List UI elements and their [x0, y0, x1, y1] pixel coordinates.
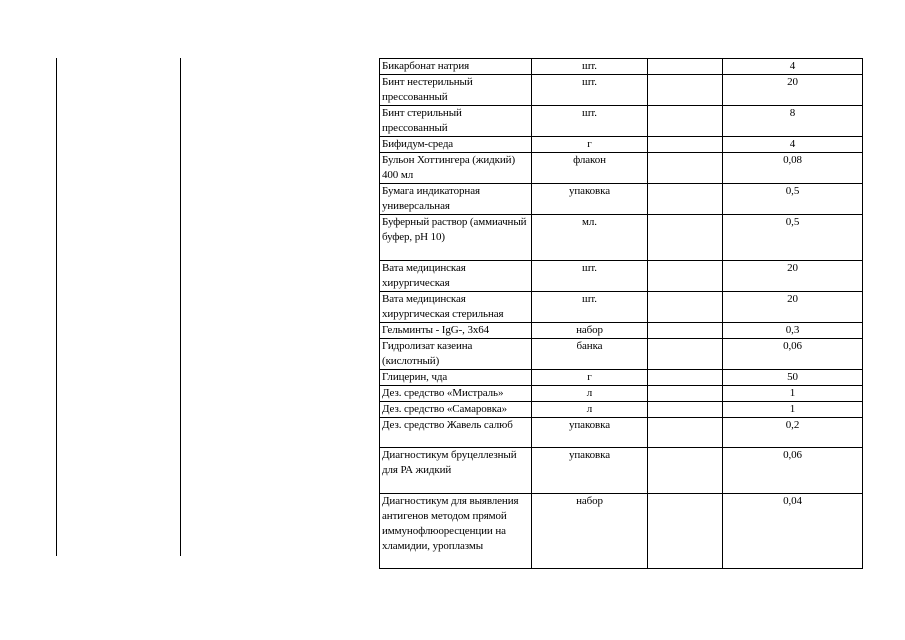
item-name: Диагностикум бруцеллезный для РА жидкий [380, 448, 532, 494]
item-quantity: 0,5 [723, 184, 863, 215]
item-unit: упаковка [532, 184, 648, 215]
table-row [380, 261, 863, 292]
item-quantity: 0,04 [723, 494, 863, 569]
empty-cell [648, 153, 723, 184]
item-unit: набор [532, 323, 648, 339]
table-row [380, 402, 863, 418]
item-unit: шт. [532, 59, 648, 75]
empty-cell [648, 339, 723, 370]
item-quantity: 1 [723, 386, 863, 402]
empty-cell [648, 386, 723, 402]
empty-cell [648, 215, 723, 261]
table-row [380, 386, 863, 402]
item-unit: г [532, 137, 648, 153]
empty-cell [648, 184, 723, 215]
item-quantity: 0,08 [723, 153, 863, 184]
table-row [380, 184, 863, 215]
item-name: Бинт нестерильный прессованный [380, 75, 532, 106]
item-quantity: 8 [723, 106, 863, 137]
item-name: Дез. средство «Самаровка» [380, 402, 532, 418]
table-row [380, 137, 863, 153]
empty-cell [648, 292, 723, 323]
item-unit: банка [532, 339, 648, 370]
table-row [380, 418, 863, 448]
table-row [380, 215, 863, 261]
item-name: Дез. средство Жавель салюб [380, 418, 532, 448]
item-unit: упаковка [532, 418, 648, 448]
table-row [380, 448, 863, 494]
item-unit: упаковка [532, 448, 648, 494]
item-quantity: 20 [723, 75, 863, 106]
item-unit: флакон [532, 153, 648, 184]
empty-cell [648, 106, 723, 137]
item-quantity: 0,06 [723, 339, 863, 370]
table-row [380, 106, 863, 137]
table-row [380, 339, 863, 370]
empty-cell [648, 59, 723, 75]
item-unit: набор [532, 494, 648, 569]
item-name: Вата медицинская хирургическая стерильная [380, 292, 532, 323]
table-row [380, 494, 863, 569]
item-quantity: 4 [723, 137, 863, 153]
item-unit: шт. [532, 106, 648, 137]
empty-cell [648, 261, 723, 292]
table-row [380, 59, 863, 75]
table-row [380, 370, 863, 386]
empty-cell [648, 494, 723, 569]
item-quantity: 20 [723, 261, 863, 292]
item-quantity: 1 [723, 402, 863, 418]
empty-cell [648, 402, 723, 418]
left-column-line [180, 58, 181, 556]
item-name: Дез. средство «Мистраль» [380, 386, 532, 402]
item-name: Бумага индикаторная универсальная [380, 184, 532, 215]
empty-cell [648, 370, 723, 386]
empty-cell [648, 418, 723, 448]
item-name: Бульон Хоттингера (жидкий) 400 мл [380, 153, 532, 184]
table-row [380, 323, 863, 339]
supplies-table [379, 58, 863, 569]
item-quantity: 50 [723, 370, 863, 386]
item-unit: шт. [532, 292, 648, 323]
item-name: Буферный раствор (аммиачный буфер, pH 10) [380, 215, 532, 261]
item-quantity: 4 [723, 59, 863, 75]
table-row [380, 75, 863, 106]
empty-cell [648, 448, 723, 494]
empty-cell [648, 323, 723, 339]
table-row [380, 292, 863, 323]
item-name: Вата медицинская хирургическая [380, 261, 532, 292]
table-row [380, 153, 863, 184]
item-quantity: 20 [723, 292, 863, 323]
empty-cell [648, 75, 723, 106]
item-quantity: 0,3 [723, 323, 863, 339]
item-unit: шт. [532, 261, 648, 292]
item-name: Глицерин, чда [380, 370, 532, 386]
item-name: Бикарбонат натрия [380, 59, 532, 75]
item-quantity: 0,5 [723, 215, 863, 261]
item-quantity: 0,06 [723, 448, 863, 494]
item-quantity: 0,2 [723, 418, 863, 448]
item-name: Гельминты - IgG-, 3х64 [380, 323, 532, 339]
left-margin-line [56, 58, 57, 556]
item-unit: г [532, 370, 648, 386]
item-name: Бифидум-среда [380, 137, 532, 153]
item-name: Бинт стерильный прессованный [380, 106, 532, 137]
item-unit: мл. [532, 215, 648, 261]
empty-cell [648, 137, 723, 153]
item-unit: шт. [532, 75, 648, 106]
item-unit: л [532, 386, 648, 402]
item-name: Гидролизат казеина (кислотный) [380, 339, 532, 370]
item-name: Диагностикум для выявления антигенов методом прямой иммунофлюоресценции на хламидии, уроплазмы [380, 494, 532, 569]
item-unit: л [532, 402, 648, 418]
